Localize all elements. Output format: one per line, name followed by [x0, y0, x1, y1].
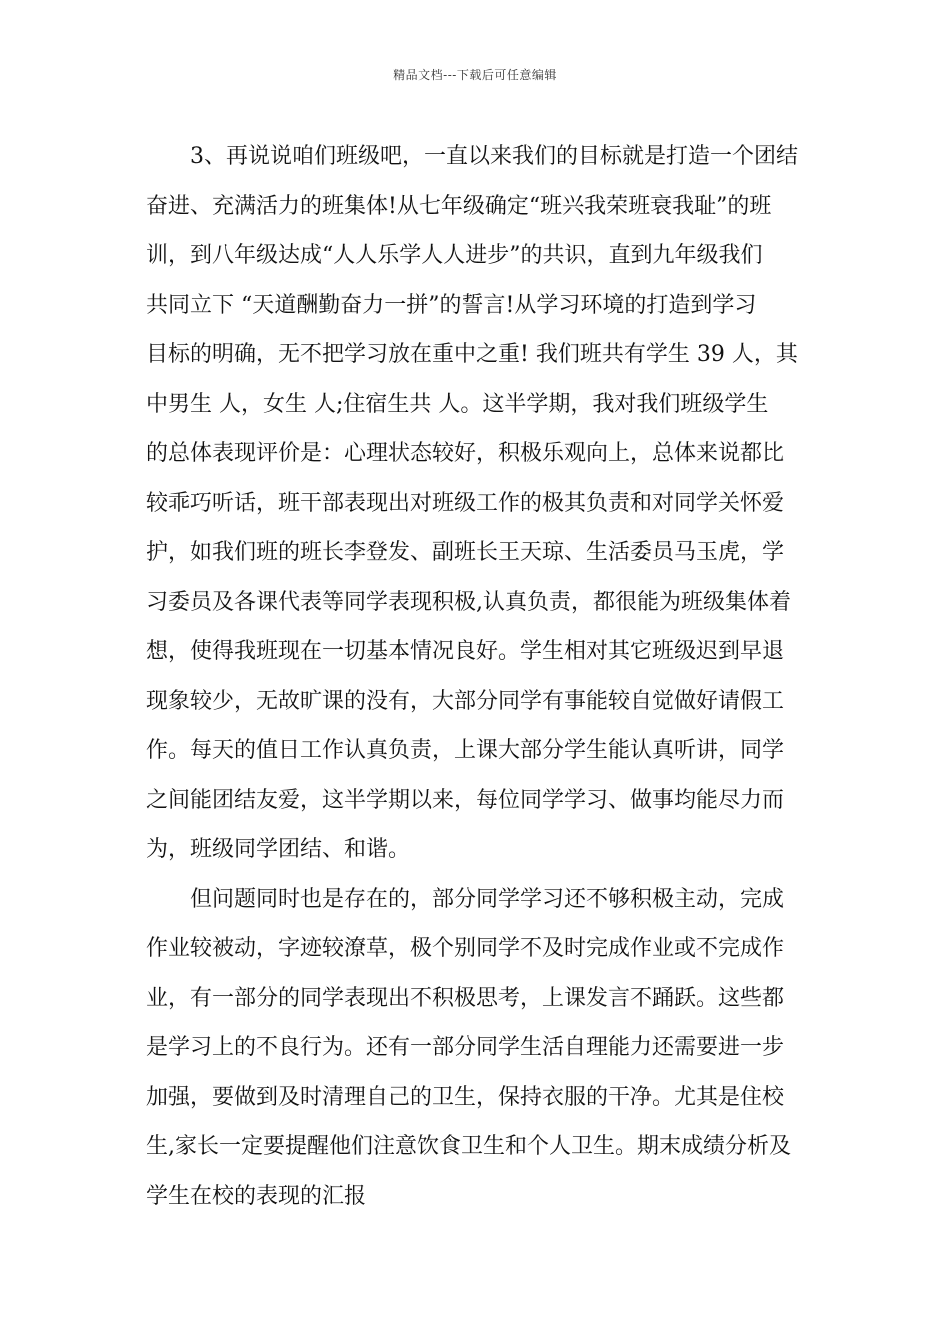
text-line: 学生在校的表现的汇报: [146, 1183, 367, 1209]
text-line: 想，使得我班现在一切基本情况良好。学生相对其它班级迟到早退: [146, 639, 785, 664]
paragraph-problems: [146, 875, 806, 1222]
text-line: 目标的明确，无不把学习放在重中之重! 我们班共有学生 39 人，其: [146, 342, 798, 367]
text-line: 较乖巧听话，班干部表现出对班级工作的极其负责和对同学关怀爱: [146, 490, 785, 516]
text-line: 生,家长一定要提醒他们注意饮食卫生和个人卫生。期末成绩分析及: [146, 1134, 791, 1159]
text-line: 护，如我们班的班长李登发、副班长王天琼、生活委员马玉虎，学: [146, 540, 785, 565]
text-line: 习委员及各课代表等同学表现积极,认真负责，都很能为班级集体着: [146, 589, 791, 615]
paragraph-class-overview: [146, 132, 806, 875]
document-body: [146, 132, 806, 1221]
text-line: 现象较少，无故旷课的没有，大部分同学有事能较自觉做好请假工: [146, 688, 785, 714]
text-line: 共同立下 “天道酬勤奋力一拼”的誓言!从学习环境的打造到学习: [146, 292, 757, 318]
text-line: 之间能团结友爱，这半学期以来，每位同学学习、做事均能尽力而: [146, 787, 785, 813]
text-line: 但问题同时也是存在的，部分同学学习还不够积极主动，完成: [190, 886, 785, 912]
text-line: 是学习上的不良行为。还有一部分同学生活自理能力还需要进一步: [146, 1035, 785, 1060]
text-line: 作业较被动，字迹较潦草，极个别同学不及时完成作业或不完成作: [146, 936, 785, 961]
text-line: 3、再说说咱们班级吧，一直以来我们的目标就是打造一个团结: [190, 144, 798, 169]
text-line: 奋进、充满活力的班集体!从七年级确定“班兴我荣班衰我耻”的班: [146, 193, 772, 219]
text-line: 训，到八年级达成“人人乐学人人进步”的共识，直到九年级我们: [146, 243, 763, 268]
text-line: 加强，要做到及时清理自己的卫生，保持衣服的干净。尤其是住校: [146, 1084, 785, 1110]
text-line: 的总体表现评价是：心理状态较好，积极乐观向上，总体来说都比: [146, 441, 785, 466]
text-line: 为，班级同学团结、和谐。: [146, 837, 411, 862]
text-line: 作。每天的值日工作认真负责，上课大部分学生能认真听讲，同学: [146, 738, 785, 763]
text-line: 中男生 人，女生 人;住宿生共 人。这半学期，我对我们班级学生: [146, 391, 769, 417]
page-header: 精品文档---下载后可任意编辑: [393, 68, 557, 82]
text-line: 业，有一部分的同学表现出不积极思考，上课发言不踊跃。这些都: [146, 985, 785, 1011]
